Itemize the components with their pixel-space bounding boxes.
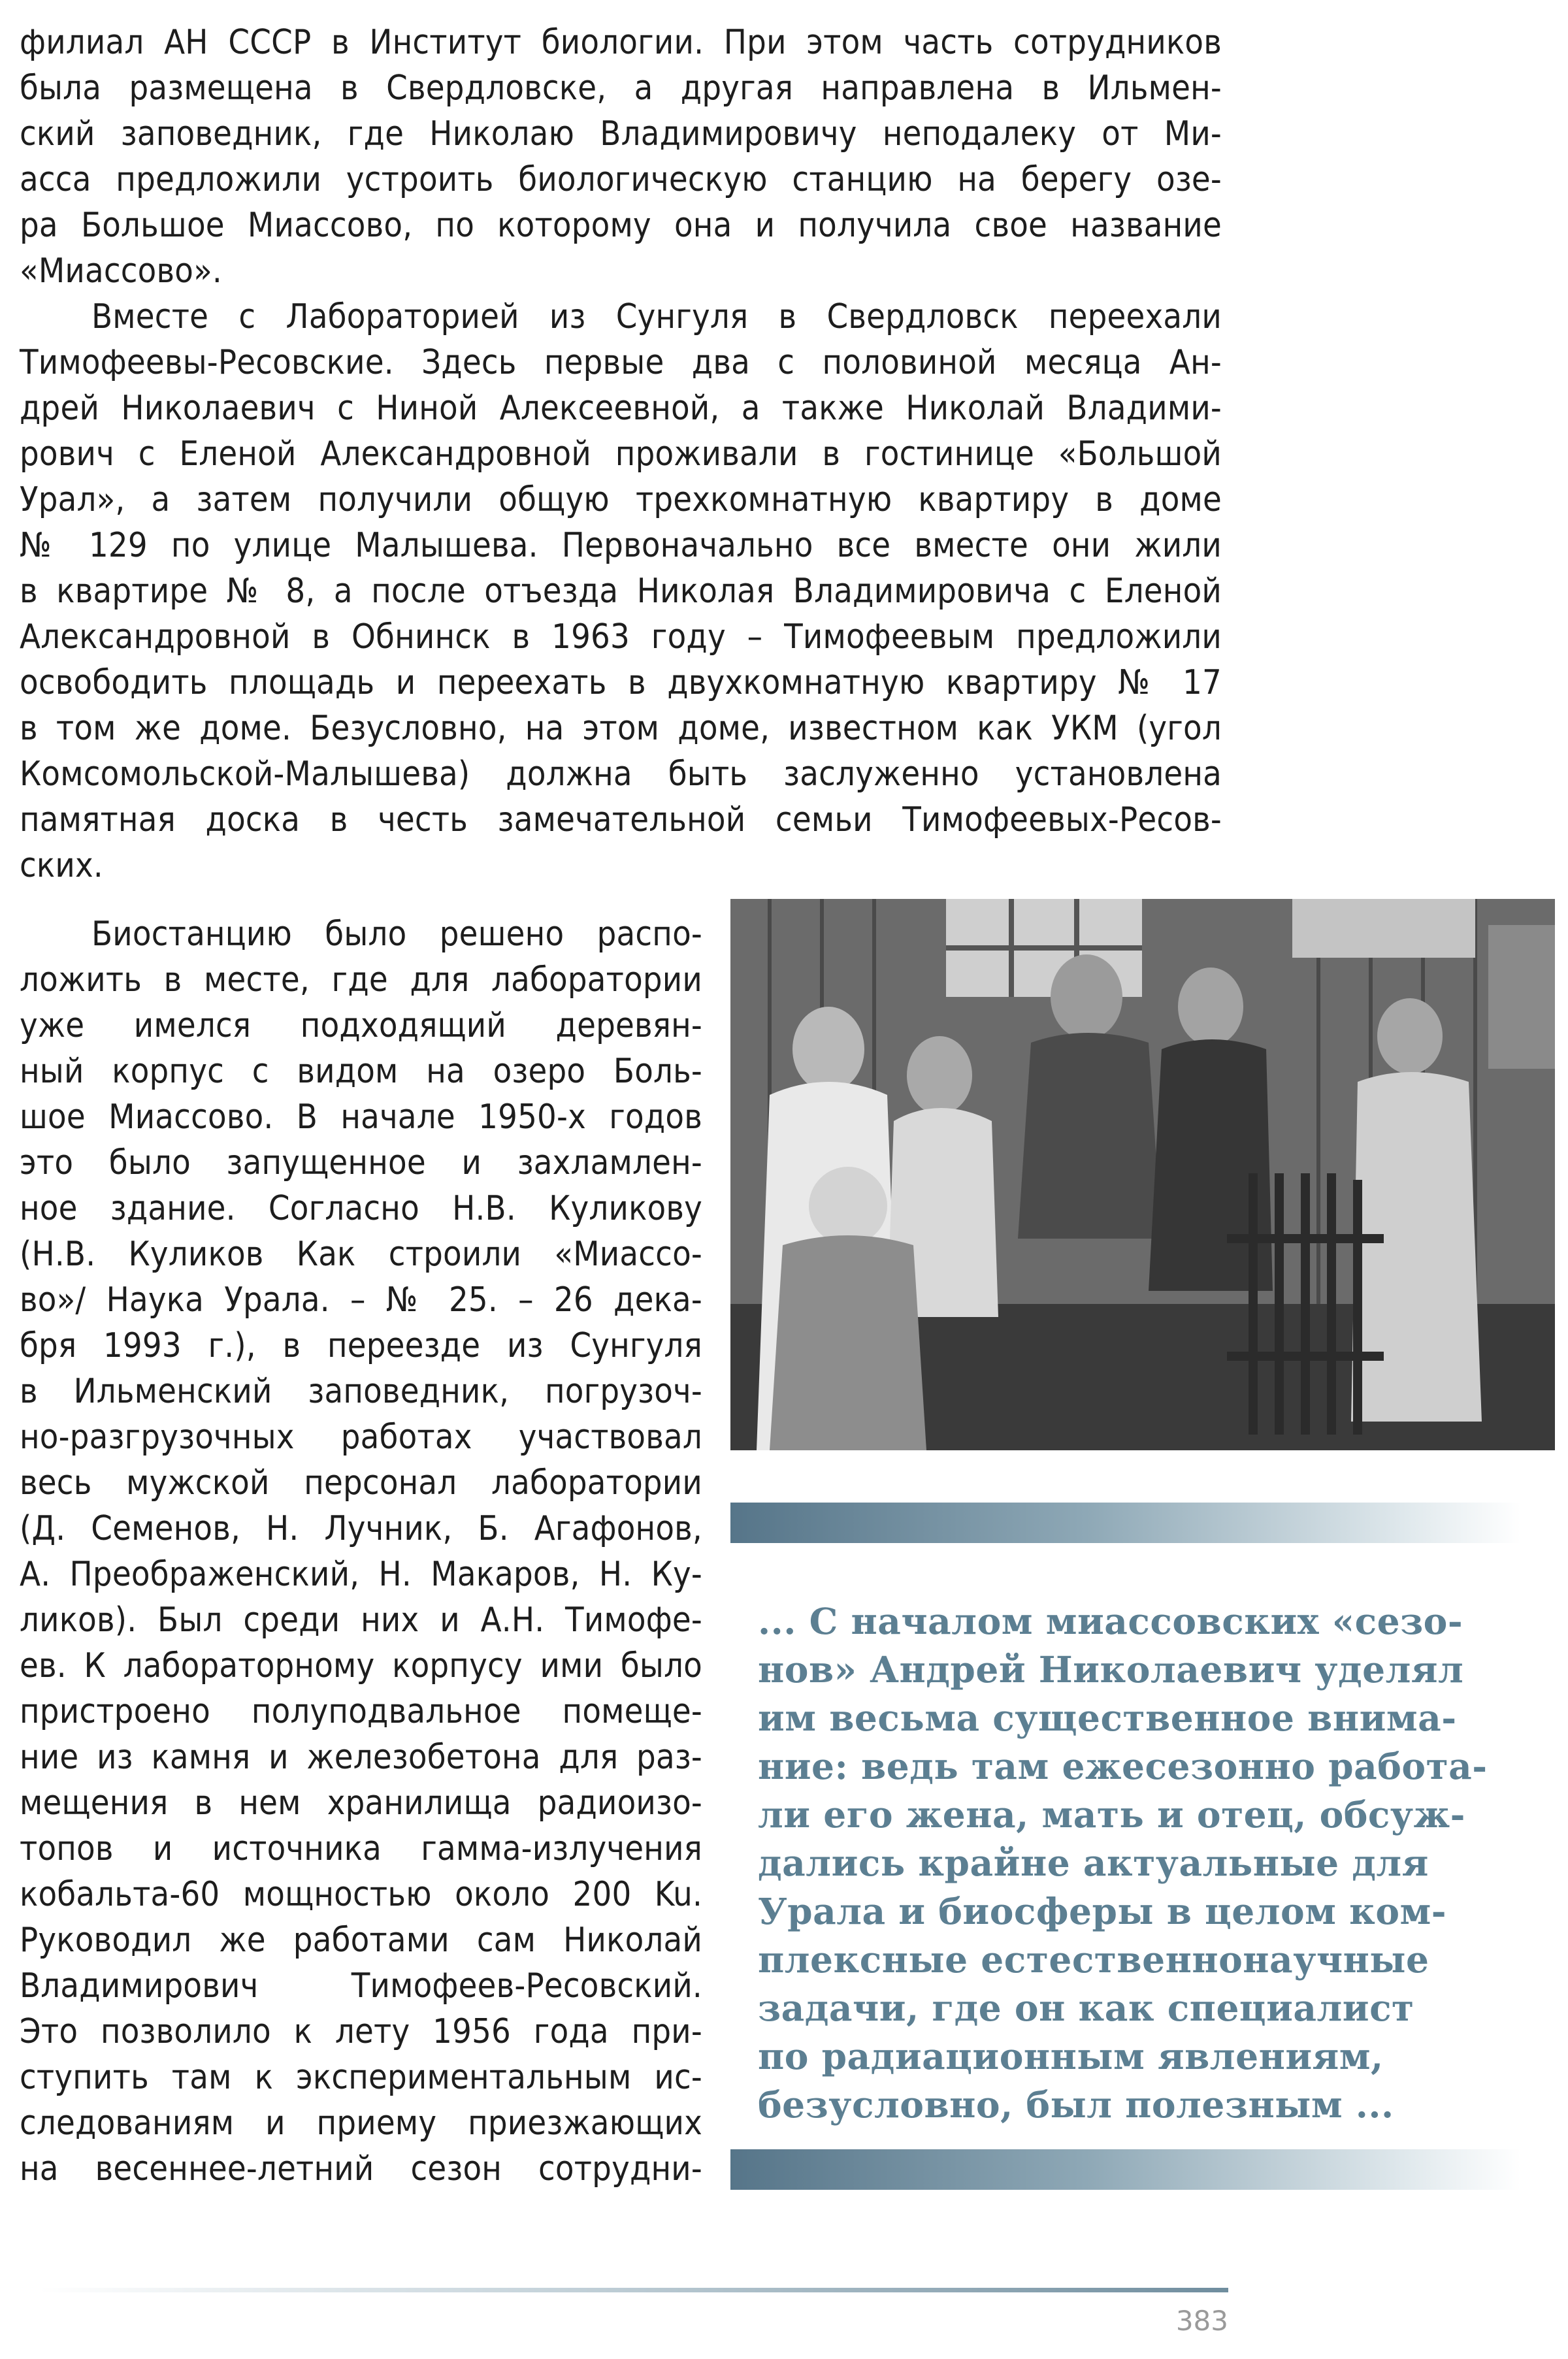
text-line: дрей Николаевич с Ниной Алексеевной, а также Николай Владими- <box>20 389 1222 428</box>
pull-quote <box>758 1597 1509 2129</box>
text-line: ное здание. Согласно Н.В. Куликову <box>20 1189 702 1228</box>
quote-line: задачи, где он как специалист <box>758 1987 1414 2029</box>
quote-line: им весьма существенное внима- <box>758 1697 1457 1739</box>
text-line: ра Большое Миассово, по которому она и получила свое название <box>20 206 1222 245</box>
text-line: № 129 по улице Малышева. Первоначально все вместе они жили <box>20 526 1222 565</box>
text-line: А. Преображенский, Н. Макаров, Н. Ку- <box>20 1555 702 1594</box>
text-line: (Н.В. Куликов Как строили «Миассо- <box>20 1235 702 1274</box>
text-line: Руководил же работами сам Николай <box>20 1921 702 1960</box>
text-line: мещения в нем хранилища радиоизо- <box>20 1783 702 1823</box>
text-line: топов и источника гамма-излучения <box>20 1829 702 1868</box>
text-line: освободить площадь и переехать в двухкомнатную квартиру № 17 <box>20 663 1222 702</box>
text-line: шое Миассово. В начале 1950-х годов <box>20 1098 702 1137</box>
photo-illustration <box>730 899 1555 1450</box>
page-number: 383 <box>1175 2305 1228 2337</box>
text-line: Александровной в Обнинск в 1963 году – Тимофеевым предложили <box>20 617 1222 657</box>
text-line: во»/ Наука Урала. – № 25. – 26 дека- <box>20 1280 702 1320</box>
text-line: ложить в месте, где для лаборатории <box>20 960 702 1000</box>
text-line: филиал АН СССР в Институт биологии. При этом часть сотрудников <box>20 23 1222 62</box>
quote-line: ли его жена, мать и отец, обсуж- <box>758 1793 1465 1836</box>
text-line: в Ильменский заповедник, погрузоч- <box>20 1372 702 1411</box>
quote-line: нов» Андрей Николаевич уделял <box>758 1648 1464 1691</box>
text-line: «Миассово». <box>20 252 222 291</box>
text-line: Вместе с Лабораторией из Сунгуля в Свердловск переехали <box>91 297 1222 336</box>
text-line: Урал», а затем получили общую трехкомнатную квартиру в доме <box>20 480 1222 519</box>
text-line: асса предложили устроить биологическую станцию на берегу озе- <box>20 160 1222 199</box>
quote-line: безусловно, был полезным ... <box>758 2083 1394 2126</box>
text-line: в квартире № 8, а после отъезда Николая Владимировича с Еленой <box>20 572 1222 611</box>
text-line: следованиям и приему приезжающих <box>20 2104 702 2143</box>
quote-line: дались крайне актуальные для <box>758 1842 1429 1884</box>
text-line: это было запущенное и захламлен- <box>20 1143 702 1182</box>
text-line: памятная доска в честь замечательной семьи Тимофеевых-Ресов- <box>20 800 1222 839</box>
left-column-text <box>20 911 702 2192</box>
text-line: Тимофеевы-Ресовские. Здесь первые два с половиной месяца Ан- <box>20 343 1222 382</box>
text-line: ев. К лабораторному корпусу ими было <box>20 1646 702 1685</box>
quote-line: ... С началом миассовских «сезо- <box>758 1600 1463 1642</box>
text-line: Владимирович Тимофеев-Ресовский. <box>20 1966 702 2006</box>
text-line: Биостанцию было решено распо- <box>91 915 702 954</box>
quote-line: ние: ведь там ежесезонно работа- <box>758 1745 1488 1787</box>
text-line: кобальта-60 мощностью около 200 Ku. <box>20 1875 702 1914</box>
text-line: на весеннее-летний сезон сотрудни- <box>20 2149 702 2188</box>
text-line: (Д. Семенов, Н. Лучник, Б. Агафонов, <box>20 1509 702 1548</box>
text-line: Это позволило к лету 1956 года при- <box>20 2012 702 2051</box>
footer-rule <box>39 2288 1228 2292</box>
group-photo <box>730 899 1555 1450</box>
text-line: Комсомольской-Малышева) должна быть заслуженно установлена <box>20 755 1222 794</box>
text-line: ских. <box>20 846 103 885</box>
decorative-bar-bottom <box>730 2149 1521 2190</box>
decorative-bar-top <box>730 1503 1521 1543</box>
text-line: ский заповедник, где Николаю Владимировичу неподалеку от Ми- <box>20 114 1222 154</box>
text-line: была размещена в Свердловске, а другая направлена в Ильмен- <box>20 69 1222 108</box>
text-line: пристроено полуподвальное помеще- <box>20 1692 702 1731</box>
text-line: уже имелся подходящий деревян- <box>20 1006 702 1045</box>
quote-line: Урала и биосферы в целом ком- <box>758 1890 1447 1932</box>
text-line: ный корпус с видом на озеро Боль- <box>20 1052 702 1091</box>
text-line: рович с Еленой Александровной проживали в гостинице «Большой <box>20 434 1222 474</box>
text-line: весь мужской персонал лаборатории <box>20 1463 702 1503</box>
quote-line: по радиационным явлениям, <box>758 2035 1384 2077</box>
text-line: ступить там к экспериментальным ис- <box>20 2058 702 2097</box>
text-line: но-разгрузочных работах участвовал <box>20 1418 702 1457</box>
text-line: ние из камня и железобетона для раз- <box>20 1738 702 1777</box>
top-text-block <box>20 20 1222 888</box>
text-line: ликов). Был среди них и А.Н. Тимофе- <box>20 1601 702 1640</box>
quote-line: плексные естественнонаучные <box>758 1938 1429 1981</box>
text-line: бря 1993 г.), в переезде из Сунгуля <box>20 1326 702 1365</box>
text-line: в том же доме. Безусловно, на этом доме, известном как УКМ (угол <box>20 709 1222 748</box>
